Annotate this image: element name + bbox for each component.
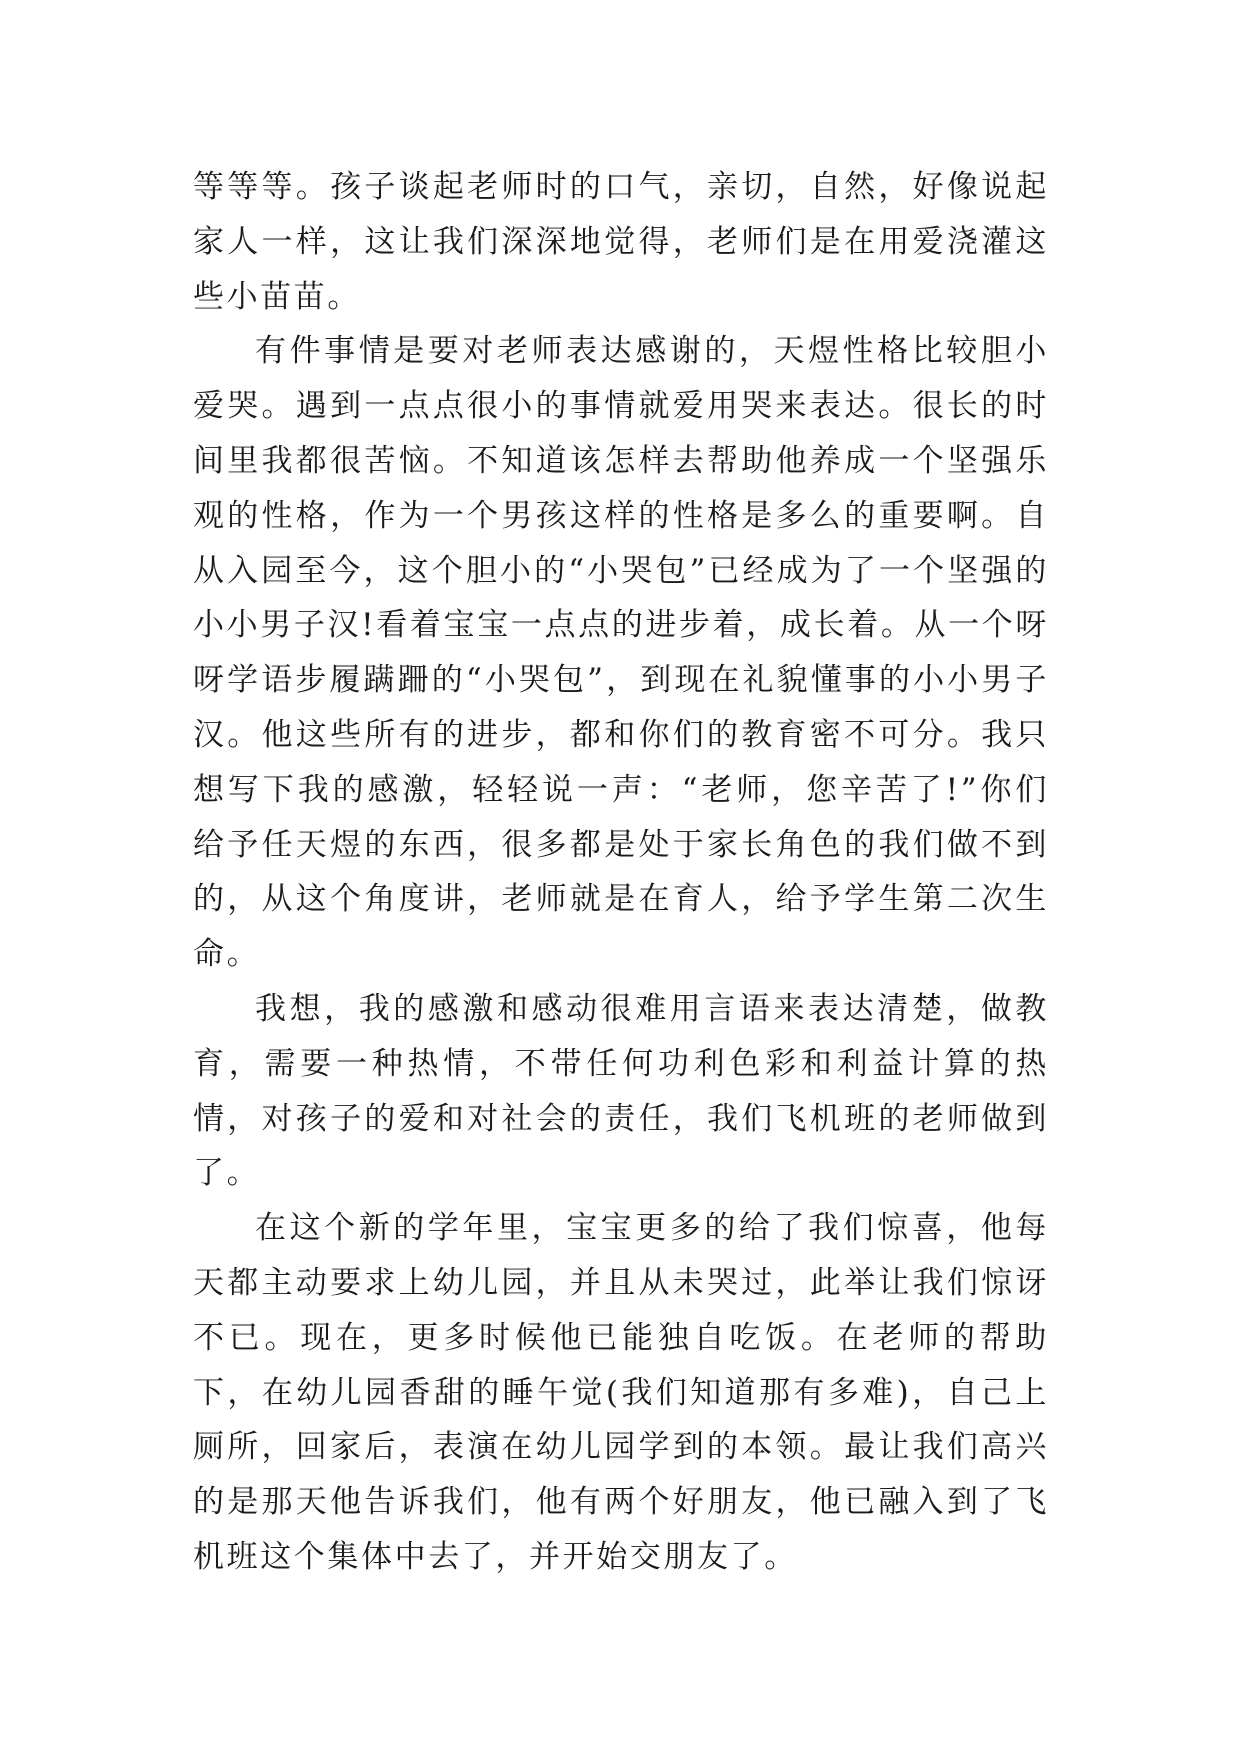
paragraph-continuation: 等等等。孩子谈起老师时的口气，亲切，自然，好像说起家人一样，这让我们深深地觉得，老师们是在用爱浇灌这些小苗苗。	[193, 169, 1049, 315]
document-body	[193, 160, 1049, 1585]
paragraph-appreciation: 我想，我的感激和感动很难用言语来表达清楚，做教育，需要一种热情，不带任何功利色彩和利益计算的热情，对孩子的爱和对社会的责任，我们飞机班的老师做到了。	[193, 990, 1049, 1192]
paragraph-gratitude: 有件事情是要对老师表达感谢的，天煜性格比较胆小爱哭。遇到一点点很小的事情就爱用哭来表达。很长的时间里我都很苦恼。不知道该怎样去帮助他养成一个坚强乐观的性格，作为一个男孩这样的性格是多么的重要啊。自从入园至今，这个胆小的“小哭包”已经成为了一个坚强的小小男子汉!看着宝宝一点点的进步着，成长着。从一个呀呀学语步履蹒跚的“小哭包”，到现在礼貌懂事的小小男子汉。他这些所有的进步，都和你们的教育密不可分。我只想写下我的感激，轻轻说一声：“老师，您辛苦了!”你们给予任天煜的东西，很多都是处于家长角色的我们做不到的，从这个角度讲，老师就是在育人，给予学生第二次生命。	[193, 333, 1049, 973]
paragraph-new-school-year: 在这个新的学年里，宝宝更多的给了我们惊喜，他每天都主动要求上幼儿园，并且从未哭过，此举让我们惊讶不已。现在，更多时候他已能独自吃饭。在老师的帮助下，在幼儿园香甜的睡午觉(我们知道那有多难)，自己上厕所，回家后，表演在幼儿园学到的本领。最让我们高兴的是那天他告诉我们，他有两个好朋友，他已融入到了飞机班这个集体中去了，并开始交朋友了。	[193, 1210, 1049, 1575]
